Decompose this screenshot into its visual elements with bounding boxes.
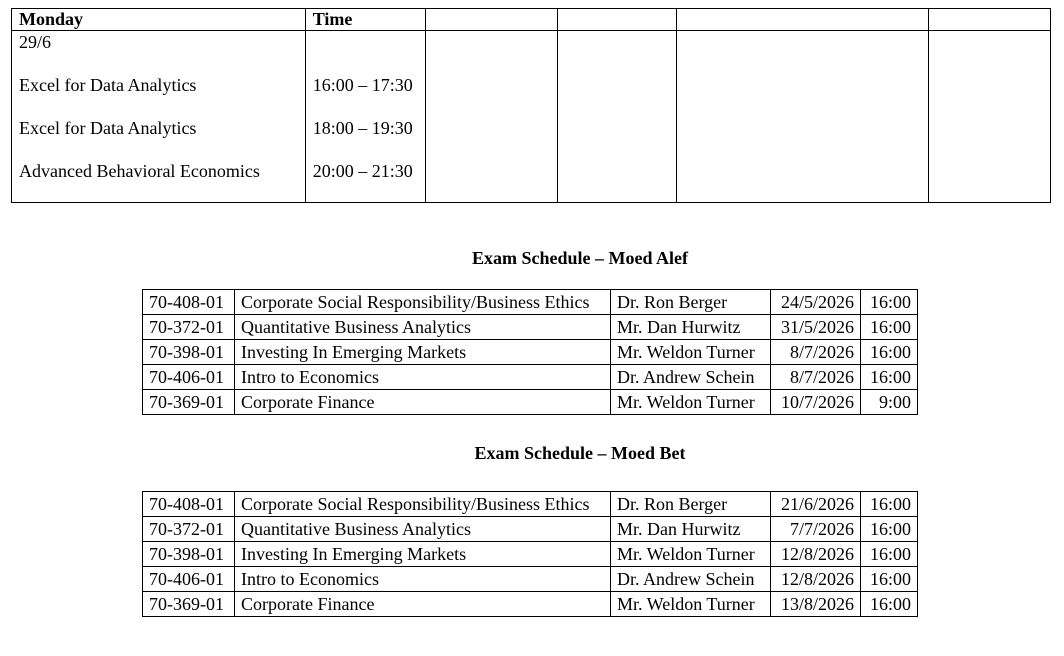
exam-date: 7/7/2026 xyxy=(771,517,861,542)
exam-date: 10/7/2026 xyxy=(771,390,861,415)
course-title: Intro to Economics xyxy=(235,567,611,592)
lecturer-name: Mr. Weldon Turner xyxy=(611,592,771,617)
course-code: 70-398-01 xyxy=(143,340,235,365)
course-code: 70-408-01 xyxy=(143,290,235,315)
course-code: 70-406-01 xyxy=(143,567,235,592)
exam-date: 13/8/2026 xyxy=(771,592,861,617)
exam-row xyxy=(143,365,918,390)
exam-date: 21/6/2026 xyxy=(771,492,861,517)
empty-header xyxy=(557,9,677,31)
lecturer-name: Dr. Andrew Schein xyxy=(611,365,771,390)
lecturer-name: Mr. Weldon Turner xyxy=(611,390,771,415)
moed-alef-heading: Exam Schedule – Moed Alef xyxy=(472,248,688,268)
course-time: 20:00 – 21:30 xyxy=(312,161,413,181)
exam-date: 8/7/2026 xyxy=(771,365,861,390)
course-code: 70-408-01 xyxy=(143,492,235,517)
course-title: Corporate Finance xyxy=(235,592,611,617)
course-code: 70-372-01 xyxy=(143,315,235,340)
weekly-schedule-table xyxy=(11,8,1051,203)
exam-row xyxy=(143,340,918,365)
lecturer-name: Mr. Dan Hurwitz xyxy=(611,315,771,340)
course-code: 70-372-01 xyxy=(143,517,235,542)
course-title: Quantitative Business Analytics xyxy=(235,315,611,340)
day-header: Monday xyxy=(12,9,306,31)
exam-date: 31/5/2026 xyxy=(771,315,861,340)
exam-row xyxy=(143,567,918,592)
course-code: 70-369-01 xyxy=(143,592,235,617)
moed-bet-table xyxy=(142,491,918,617)
empty-cell xyxy=(929,31,1051,203)
weekly-header-row xyxy=(12,9,1051,31)
exam-time: 16:00 xyxy=(861,290,918,315)
course-title: Investing In Emerging Markets xyxy=(235,542,611,567)
exam-time: 16:00 xyxy=(861,517,918,542)
exam-row xyxy=(143,315,918,340)
course-title: Corporate Social Responsibility/Business Ethics xyxy=(235,290,611,315)
exam-time: 16:00 xyxy=(861,542,918,567)
moed-alef-table xyxy=(142,289,918,415)
empty-header xyxy=(929,9,1051,31)
lecturer-name: Dr. Ron Berger xyxy=(611,290,771,315)
empty-cell xyxy=(557,31,677,203)
courses-cell xyxy=(12,31,306,203)
exam-time: 16:00 xyxy=(861,592,918,617)
empty-header xyxy=(425,9,557,31)
course-title: Corporate Social Responsibility/Business Ethics xyxy=(235,492,611,517)
exam-time: 16:00 xyxy=(861,567,918,592)
lecturer-name: Mr. Weldon Turner xyxy=(611,340,771,365)
empty-cell xyxy=(425,31,557,203)
exam-date: 12/8/2026 xyxy=(771,567,861,592)
course-name: Excel for Data Analytics xyxy=(19,118,197,138)
exam-row xyxy=(143,517,918,542)
course-time: 18:00 – 19:30 xyxy=(312,118,413,138)
lecturer-name: Mr. Weldon Turner xyxy=(611,542,771,567)
time-header: Time xyxy=(305,9,425,31)
course-title: Investing In Emerging Markets xyxy=(235,340,611,365)
exam-row xyxy=(143,592,918,617)
course-title: Corporate Finance xyxy=(235,390,611,415)
exam-date: 12/8/2026 xyxy=(771,542,861,567)
lecturer-name: Dr. Andrew Schein xyxy=(611,567,771,592)
course-code: 70-369-01 xyxy=(143,390,235,415)
exam-time: 16:00 xyxy=(861,315,918,340)
course-time: 16:00 – 17:30 xyxy=(312,75,413,95)
exam-time: 16:00 xyxy=(861,492,918,517)
exam-time: 16:00 xyxy=(861,365,918,390)
exam-row xyxy=(143,390,918,415)
course-code: 70-398-01 xyxy=(143,542,235,567)
exam-time: 9:00 xyxy=(861,390,918,415)
schedule-date: 29/6 xyxy=(19,32,52,52)
course-title: Intro to Economics xyxy=(235,365,611,390)
exam-row xyxy=(143,290,918,315)
course-name: Advanced Behavioral Economics xyxy=(19,161,260,181)
course-title: Quantitative Business Analytics xyxy=(235,517,611,542)
lecturer-name: Mr. Dan Hurwitz xyxy=(611,517,771,542)
moed-bet-heading: Exam Schedule – Moed Bet xyxy=(474,443,686,463)
exam-time: 16:00 xyxy=(861,340,918,365)
exam-date: 24/5/2026 xyxy=(771,290,861,315)
exam-row xyxy=(143,542,918,567)
exam-date: 8/7/2026 xyxy=(771,340,861,365)
course-name: Excel for Data Analytics xyxy=(19,75,197,95)
lecturer-name: Dr. Ron Berger xyxy=(611,492,771,517)
empty-header xyxy=(677,9,929,31)
exam-row xyxy=(143,492,918,517)
weekly-body-row xyxy=(12,31,1051,203)
times-cell xyxy=(305,31,425,203)
empty-cell xyxy=(677,31,929,203)
course-code: 70-406-01 xyxy=(143,365,235,390)
